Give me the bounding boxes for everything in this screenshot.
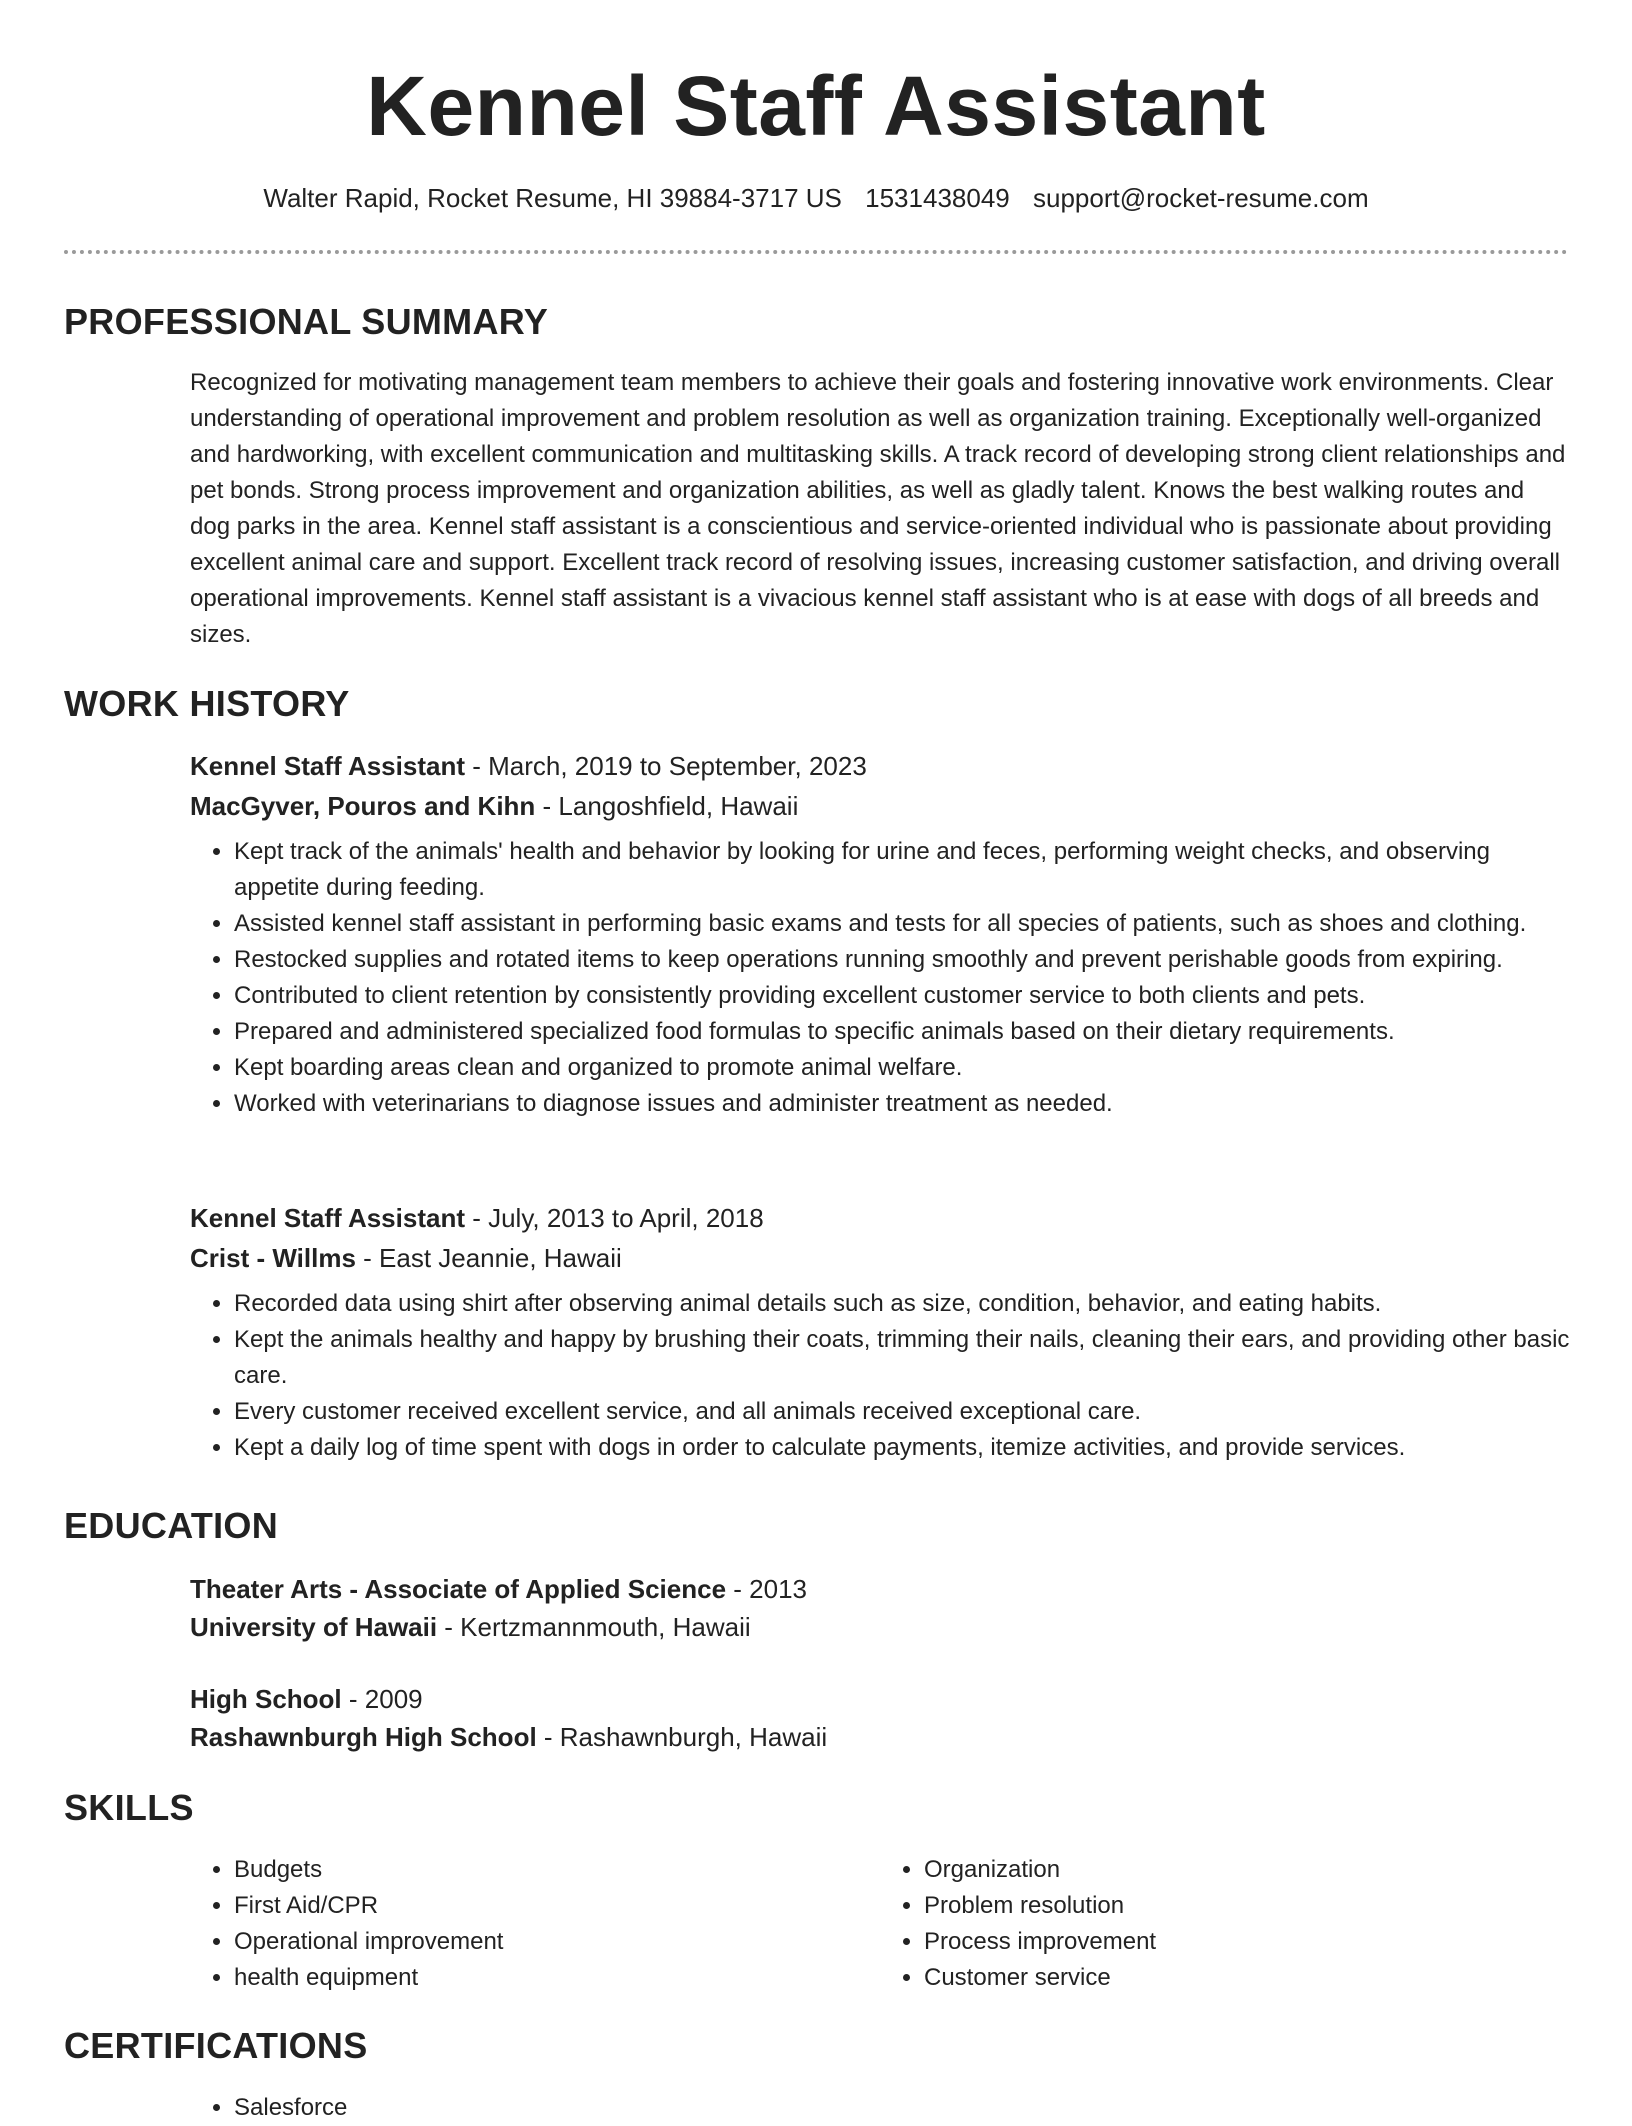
contact-address: Walter Rapid, Rocket Resume, HI 39884-3717 US [263,183,842,213]
section-title-skills: SKILLS [64,1787,194,1828]
edu-degree-line [190,1680,1570,1718]
edu-school: Rashawnburgh High School [190,1722,537,1752]
job-2 [190,1198,1570,1466]
edu-school-line [190,1608,1570,1646]
summary-text: Recognized for motivating management team members to achieve their goals and fostering innovative work environments. Clear understanding of operational improvement and problem resolution as well as organization training. Exceptionally well-organized and hardworking, with excellent communication and multitasking skills. A track record of developing strong client relationships and pet bonds. Strong process improvement and organization abilities, as well as gladly talent. Knows the best walking routes and dog parks in the area. Kennel staff assistant is a conscientious and service-oriented individual who is passionate about providing excellent animal care and support. Excellent track record of resolving issues, increasing customer satisfaction, and driving overall operational improvements. Kennel staff assistant is a vivacious kennel staff assistant who is at ease with dogs of all breeds and sizes. [190,369,1566,648]
job-2-company-line [190,1238,1570,1278]
job-2-title-line [190,1198,1570,1238]
edu-location: - Kertzmannmouth, Hawaii [437,1612,751,1642]
section-title-work: WORK HISTORY [64,683,350,724]
list-item: • Every customer received excellent service, and all animals received exceptional care. [234,1394,1570,1430]
job-title: Kennel Staff Assistant [190,751,465,781]
list-item: • Kept a daily log of time spent with dogs in order to calculate payments, itemize activities, and provide services. [234,1430,1570,1466]
list-item: • Budgets [234,1852,880,1888]
contact-line [64,180,1568,216]
job-1 [190,746,1570,1122]
header-divider [64,250,1568,254]
job-dates: - July, 2013 to April, 2018 [464,1203,764,1233]
list-item: • Organization [924,1852,1570,1888]
list-item: • Recorded data using shirt after observing animal details such as size, condition, behavior, and eating habits. [234,1286,1570,1322]
edu-school: University of Hawaii [190,1612,438,1642]
list-item: • Prepared and administered specialized food formulas to specific animals based on their dietary requirements. [234,1014,1570,1050]
skills-left-column [190,1852,880,1996]
job-company: Crist - Willms [190,1243,356,1273]
list-item: • Process improvement [924,1924,1570,1960]
edu-year: - 2013 [726,1574,807,1604]
job-company: MacGyver, Pouros and Kihn [190,791,536,821]
list-item: • Assisted kennel staff assistant in performing basic exams and tests for all species of patients, such as shoes and clothing. [234,906,1570,942]
list-item: • Kept track of the animals' health and behavior by looking for urine and feces, performing weight checks, and observing appetite during feeding. [234,834,1570,906]
list-item: • Salesforce [234,2090,1570,2126]
edu-school-line [190,1718,1570,1756]
job-1-title-line [190,746,1570,786]
list-item: • Operational improvement [234,1924,880,1960]
education-entry-1 [190,1570,1570,1646]
job-title: Kennel Staff Assistant [190,1203,465,1233]
list-item: • Customer service [924,1960,1570,1996]
job-2-bullets [190,1286,1570,1466]
job-1-company-line [190,786,1570,826]
job-location: - Langoshfield, Hawaii [535,791,799,821]
list-item: • Kept boarding areas clean and organized to promote animal welfare. [234,1050,1570,1086]
edu-degree-line [190,1570,1570,1608]
edu-location: - Rashawnburgh, Hawaii [536,1722,828,1752]
certifications-block [190,2090,1570,2126]
edu-degree: High School [190,1684,342,1714]
list-item: • Restocked supplies and rotated items to keep operations running smoothly and prevent perishable goods from expiring. [234,942,1570,978]
resume-title: Kennel Staff Assistant [366,59,1266,153]
list-item: • First Aid/CPR [234,1888,880,1924]
skills-columns [190,1852,1570,1996]
job-dates: - March, 2019 to September, 2023 [464,751,867,781]
list-item: • Contributed to client retention by consistently providing excellent customer service to both clients and pets. [234,978,1570,1014]
edu-degree: Theater Arts - Associate of Applied Science [190,1574,727,1604]
contact-email: support@rocket-resume.com [1032,183,1369,213]
job-location: - East Jeannie, Hawaii [355,1243,622,1273]
skills-right-column [880,1852,1570,1996]
job-1-bullets [190,834,1570,1122]
list-item: • Kept the animals healthy and happy by brushing their coats, trimming their nails, cleaning their ears, and providing other basic care. [234,1322,1570,1394]
contact-phone: 1531438049 [865,183,1010,213]
section-title-certifications: CERTIFICATIONS [64,2025,368,2066]
summary-block [190,365,1570,653]
skills-block [190,1852,1570,1996]
list-item: • health equipment [234,1960,880,1996]
certifications-list [190,2090,1570,2126]
section-title-education: EDUCATION [64,1505,279,1546]
section-title-summary: PROFESSIONAL SUMMARY [64,301,549,342]
list-item: • Problem resolution [924,1888,1570,1924]
edu-year: - 2009 [341,1684,423,1714]
education-entry-2 [190,1680,1570,1756]
list-item: • Worked with veterinarians to diagnose issues and administer treatment as needed. [234,1086,1570,1122]
